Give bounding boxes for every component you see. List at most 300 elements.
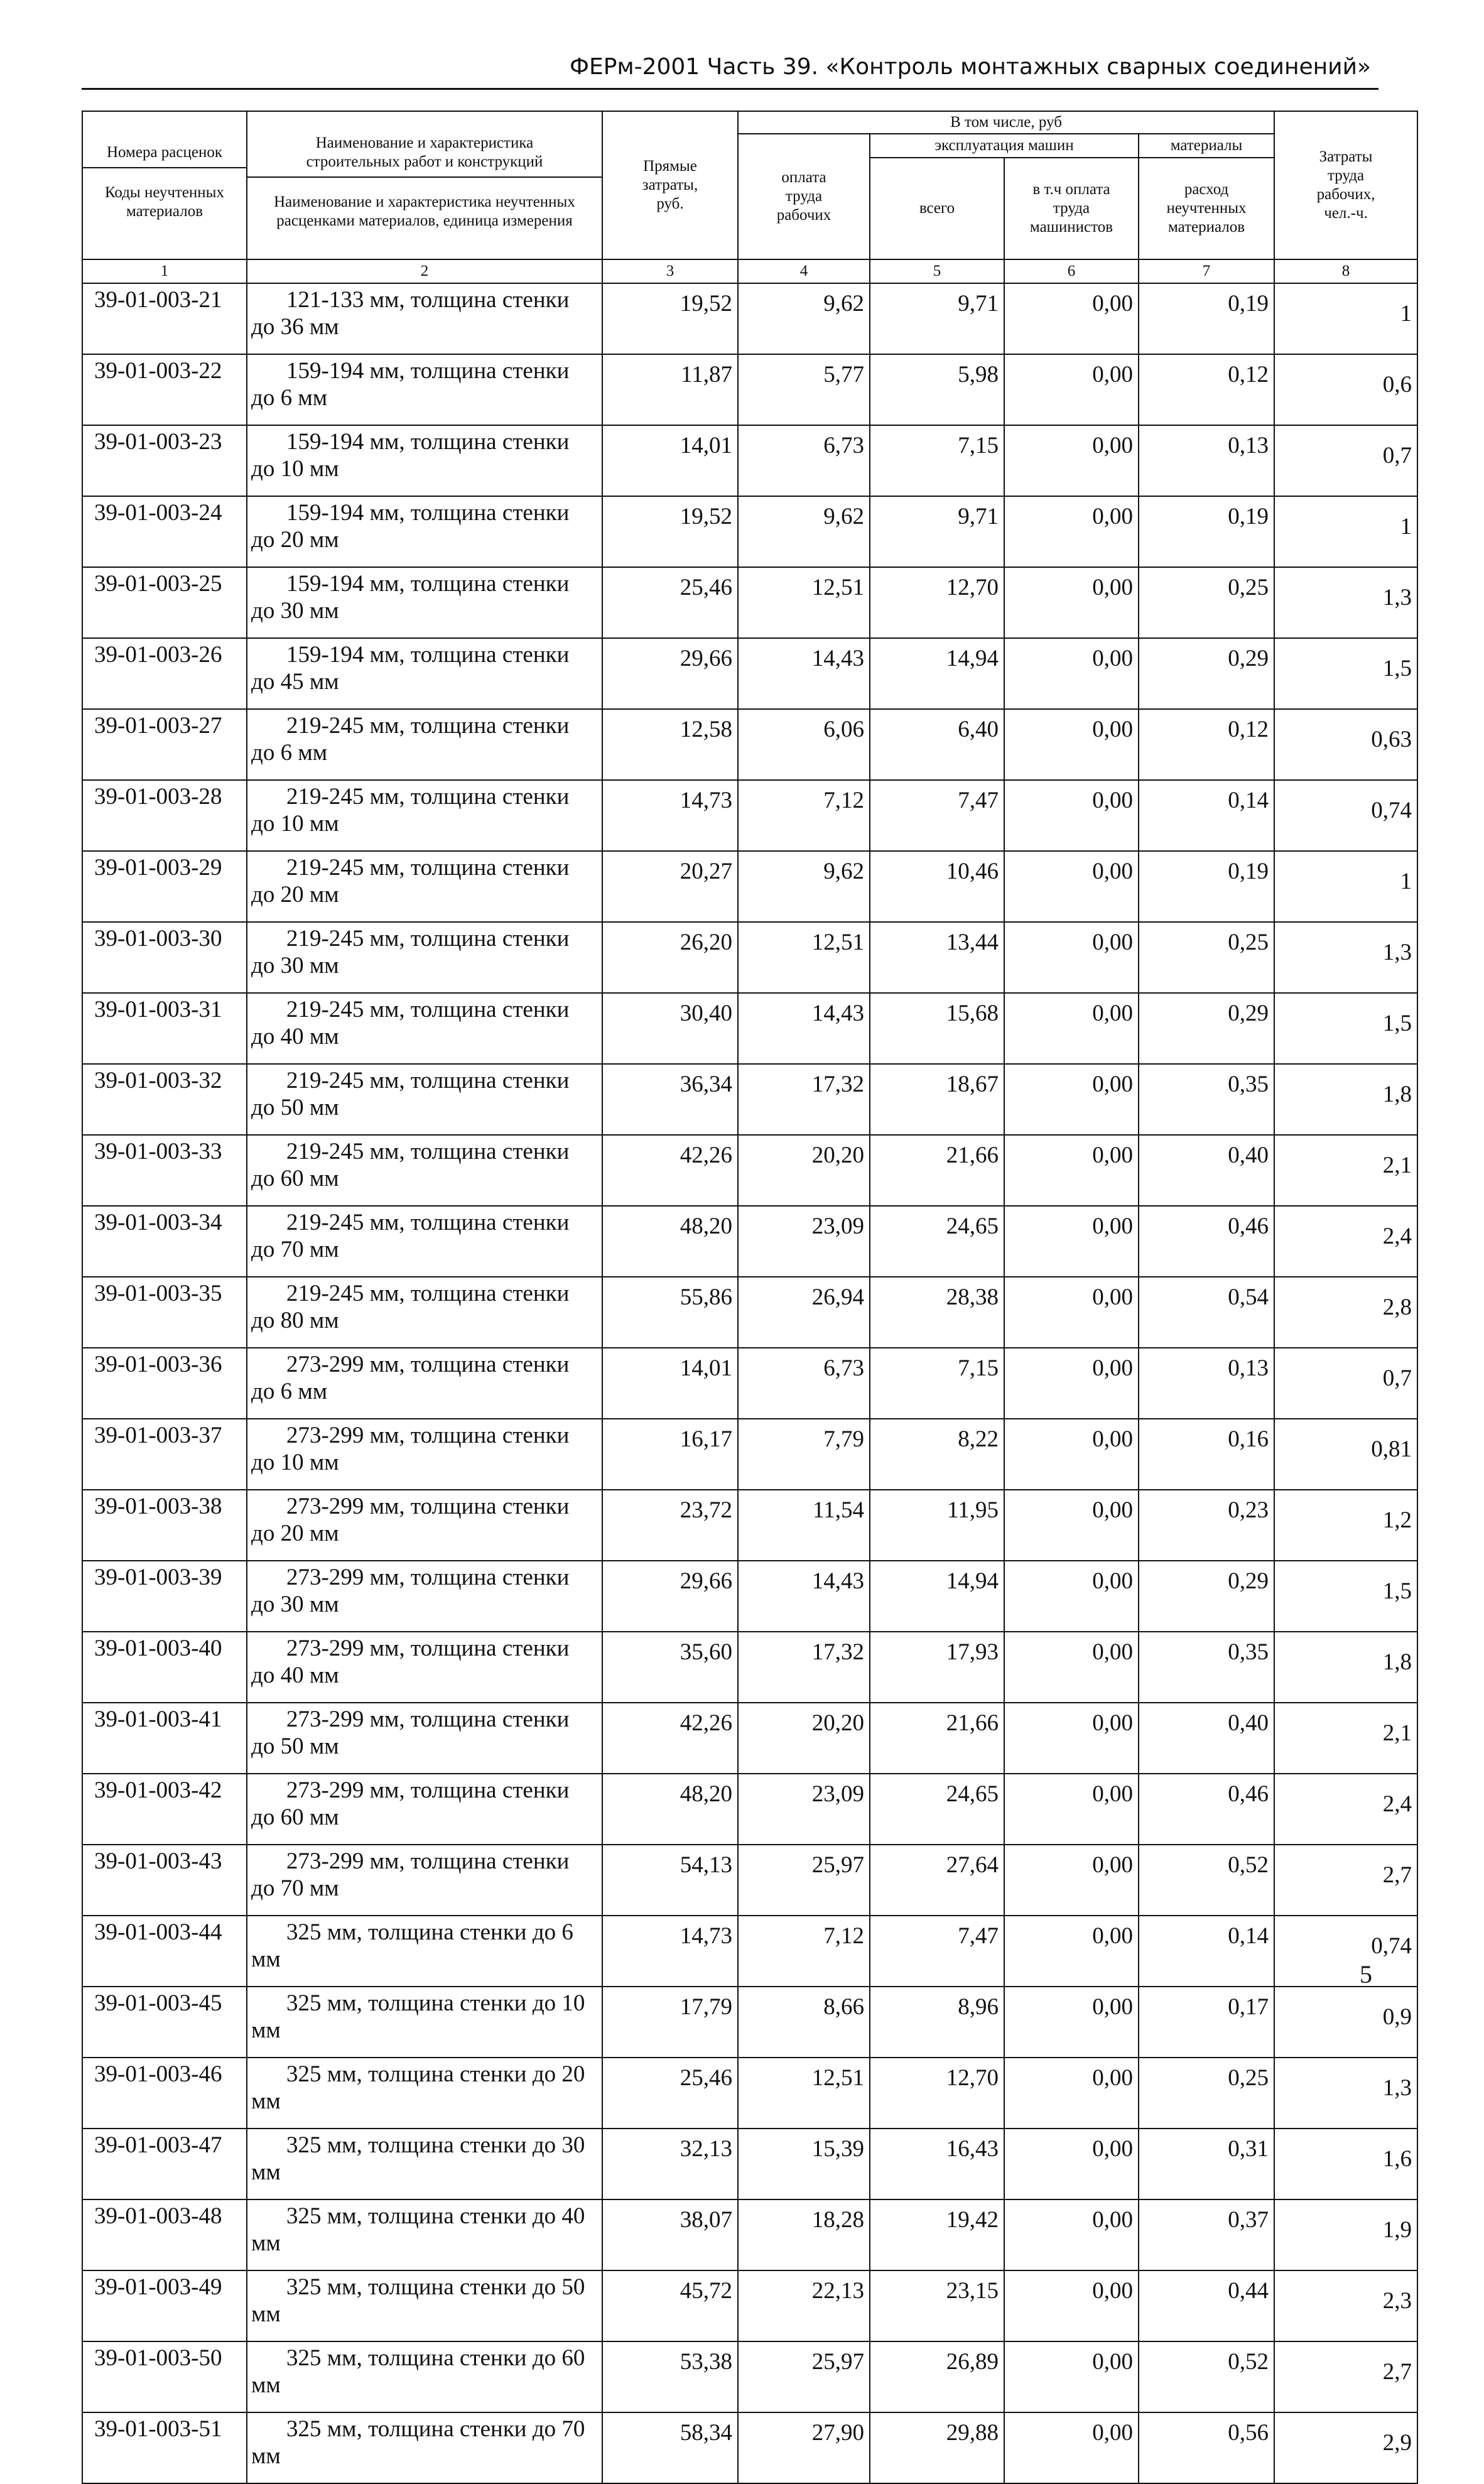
materials-cost: 0,14 bbox=[1139, 1916, 1274, 1987]
machines-total: 23,15 bbox=[870, 2270, 1004, 2341]
rate-code: 39-01-003-24 bbox=[82, 496, 247, 567]
operators-pay: 0,00 bbox=[1004, 354, 1139, 425]
labor-hours: 1,3 bbox=[1274, 922, 1417, 993]
header-material-name: Наименование и характеристика неучтенных расценками материалов, единица измерения bbox=[274, 193, 575, 229]
description-line-1: 273-299 мм, толщина стенки bbox=[286, 1706, 570, 1732]
rate-code: 39-01-003-43 bbox=[82, 1845, 247, 1916]
operators-pay: 0,00 bbox=[1004, 1419, 1139, 1490]
work-description bbox=[247, 2199, 602, 2270]
description-line-2: до 50 мм bbox=[251, 1095, 339, 1120]
labor-pay: 7,12 bbox=[738, 780, 870, 851]
labor-hours: 1,3 bbox=[1274, 2058, 1417, 2129]
labor-pay: 7,12 bbox=[738, 1916, 870, 1987]
labor-pay: 27,90 bbox=[738, 2412, 870, 2483]
operators-pay: 0,00 bbox=[1004, 2058, 1139, 2129]
machines-total: 9,71 bbox=[870, 283, 1004, 354]
labor-hours: 0,6 bbox=[1274, 354, 1417, 425]
table-row bbox=[82, 2129, 1417, 2199]
work-description bbox=[247, 780, 602, 851]
header-col-name bbox=[247, 111, 602, 259]
work-description bbox=[247, 567, 602, 638]
description-line-1: 273-299 мм, толщина стенки bbox=[286, 1635, 570, 1661]
labor-pay: 17,32 bbox=[738, 1064, 870, 1135]
labor-hours: 1 bbox=[1274, 283, 1417, 354]
labor-hours: 2,1 bbox=[1274, 1135, 1417, 1206]
operators-pay: 0,00 bbox=[1004, 1135, 1139, 1206]
materials-cost: 0,40 bbox=[1139, 1703, 1274, 1774]
description-line-1: 219-245 мм, толщина стенки bbox=[286, 784, 570, 810]
operators-pay: 0,00 bbox=[1004, 993, 1139, 1064]
table-row bbox=[82, 2412, 1417, 2483]
rate-code: 39-01-003-42 bbox=[82, 1774, 247, 1845]
work-description bbox=[247, 2341, 602, 2412]
description-line-2: до 30 мм bbox=[251, 953, 339, 979]
header-group-including: В том числе, руб bbox=[738, 111, 1274, 134]
direct-costs: 58,34 bbox=[602, 2412, 738, 2483]
table-row bbox=[82, 780, 1417, 851]
direct-costs: 29,66 bbox=[602, 1561, 738, 1632]
labor-pay: 6,73 bbox=[738, 425, 870, 496]
operators-pay: 0,00 bbox=[1004, 2341, 1139, 2412]
materials-cost: 0,52 bbox=[1139, 1845, 1274, 1916]
description-line-2: до 20 мм bbox=[251, 882, 339, 908]
labor-hours: 0,74 bbox=[1274, 780, 1417, 851]
rate-code: 39-01-003-26 bbox=[82, 638, 247, 709]
direct-costs: 17,79 bbox=[602, 1987, 738, 2058]
description-line-1: 159-194 мм, толщина стенки bbox=[286, 571, 570, 597]
description-line-1: 325 мм, толщина стенки до 20 bbox=[286, 2061, 585, 2087]
operators-pay: 0,00 bbox=[1004, 1348, 1139, 1419]
description-line-2: до 70 мм bbox=[251, 1875, 339, 1901]
direct-costs: 48,20 bbox=[602, 1774, 738, 1845]
header-group-materials: материалы bbox=[1139, 134, 1274, 158]
column-number: 2 bbox=[247, 259, 602, 283]
materials-cost: 0,25 bbox=[1139, 922, 1274, 993]
machines-total: 11,95 bbox=[870, 1490, 1004, 1561]
description-line-2: до 10 мм bbox=[251, 811, 339, 837]
machines-total: 15,68 bbox=[870, 993, 1004, 1064]
direct-costs: 42,26 bbox=[602, 1703, 738, 1774]
operators-pay: 0,00 bbox=[1004, 1277, 1139, 1348]
materials-cost: 0,23 bbox=[1139, 1490, 1274, 1561]
machines-total: 19,42 bbox=[870, 2199, 1004, 2270]
labor-hours: 1,2 bbox=[1274, 1490, 1417, 1561]
table-body bbox=[82, 283, 1417, 2483]
table-row bbox=[82, 993, 1417, 1064]
table-row bbox=[82, 851, 1417, 922]
operators-pay: 0,00 bbox=[1004, 780, 1139, 851]
labor-hours: 0,9 bbox=[1274, 1987, 1417, 2058]
labor-hours: 1 bbox=[1274, 851, 1417, 922]
table-row bbox=[82, 567, 1417, 638]
rate-code: 39-01-003-51 bbox=[82, 2412, 247, 2483]
materials-cost: 0,40 bbox=[1139, 1135, 1274, 1206]
direct-costs: 55,86 bbox=[602, 1277, 738, 1348]
table-row bbox=[82, 283, 1417, 354]
table-row bbox=[82, 1135, 1417, 1206]
operators-pay: 0,00 bbox=[1004, 2199, 1139, 2270]
labor-hours: 2,4 bbox=[1274, 1774, 1417, 1845]
work-description bbox=[247, 496, 602, 567]
rate-code: 39-01-003-49 bbox=[82, 2270, 247, 2341]
table-row bbox=[82, 2058, 1417, 2129]
work-description bbox=[247, 851, 602, 922]
direct-costs: 35,60 bbox=[602, 1632, 738, 1703]
materials-cost: 0,13 bbox=[1139, 425, 1274, 496]
rate-code: 39-01-003-48 bbox=[82, 2199, 247, 2270]
header-col-operators: в т.ч оплата труда машинистов bbox=[1004, 158, 1139, 259]
work-description bbox=[247, 2412, 602, 2483]
page-header-title: ФЕРм-2001 Часть 39. «Контроль монтажных сварных соединений» bbox=[570, 54, 1371, 80]
labor-pay: 17,32 bbox=[738, 1632, 870, 1703]
direct-costs: 14,73 bbox=[602, 1916, 738, 1987]
materials-cost: 0,17 bbox=[1139, 1987, 1274, 2058]
operators-pay: 0,00 bbox=[1004, 1703, 1139, 1774]
header-rate-numbers: Номера расценок bbox=[106, 144, 223, 161]
labor-hours: 1,6 bbox=[1274, 2129, 1417, 2199]
materials-cost: 0,12 bbox=[1139, 709, 1274, 780]
description-line-1: 159-194 мм, толщина стенки bbox=[286, 429, 570, 455]
operators-pay: 0,00 bbox=[1004, 1490, 1139, 1561]
operators-pay: 0,00 bbox=[1004, 709, 1139, 780]
machines-total: 14,94 bbox=[870, 638, 1004, 709]
labor-pay: 20,20 bbox=[738, 1703, 870, 1774]
description-line-2: до 60 мм bbox=[251, 1166, 339, 1191]
description-line-2: мм bbox=[251, 2443, 281, 2469]
work-description bbox=[247, 1987, 602, 2058]
labor-hours: 1,5 bbox=[1274, 1561, 1417, 1632]
labor-hours: 2,9 bbox=[1274, 2412, 1417, 2483]
work-description bbox=[247, 425, 602, 496]
description-line-1: 325 мм, толщина стенки до 40 bbox=[286, 2203, 585, 2229]
labor-hours: 0,7 bbox=[1274, 1348, 1417, 1419]
rate-code: 39-01-003-22 bbox=[82, 354, 247, 425]
operators-pay: 0,00 bbox=[1004, 567, 1139, 638]
labor-hours: 1,5 bbox=[1274, 638, 1417, 709]
description-line-2: до 60 мм bbox=[251, 1804, 339, 1830]
column-number: 6 bbox=[1004, 259, 1139, 283]
rate-code: 39-01-003-41 bbox=[82, 1703, 247, 1774]
rate-code: 39-01-003-32 bbox=[82, 1064, 247, 1135]
direct-costs: 38,07 bbox=[602, 2199, 738, 2270]
description-line-2: до 6 мм bbox=[251, 1379, 328, 1404]
direct-costs: 14,01 bbox=[602, 425, 738, 496]
description-line-2: до 30 мм bbox=[251, 598, 339, 624]
table-row bbox=[82, 638, 1417, 709]
machines-total: 12,70 bbox=[870, 567, 1004, 638]
direct-costs: 20,27 bbox=[602, 851, 738, 922]
header-work-name: Наименование и характеристика строительных работ и конструкций bbox=[306, 134, 543, 170]
work-description bbox=[247, 1703, 602, 1774]
description-line-1: 273-299 мм, толщина стенки bbox=[286, 1352, 570, 1377]
materials-cost: 0,14 bbox=[1139, 780, 1274, 851]
description-line-1: 325 мм, толщина стенки до 30 bbox=[286, 2132, 585, 2158]
labor-hours: 0,81 bbox=[1274, 1419, 1417, 1490]
description-line-1: 159-194 мм, толщина стенки bbox=[286, 642, 570, 668]
rate-code: 39-01-003-21 bbox=[82, 283, 247, 354]
description-line-2: до 36 мм bbox=[251, 314, 339, 340]
operators-pay: 0,00 bbox=[1004, 1774, 1139, 1845]
machines-total: 18,67 bbox=[870, 1064, 1004, 1135]
rate-code: 39-01-003-47 bbox=[82, 2129, 247, 2199]
description-line-1: 219-245 мм, толщина стенки bbox=[286, 926, 570, 952]
header-material-codes: Коды неучтенных материалов bbox=[105, 184, 224, 220]
page-number: 5 bbox=[1360, 1960, 1372, 1988]
work-description bbox=[247, 1561, 602, 1632]
direct-costs: 48,20 bbox=[602, 1206, 738, 1277]
machines-total: 10,46 bbox=[870, 851, 1004, 922]
machines-total: 7,15 bbox=[870, 425, 1004, 496]
labor-pay: 25,97 bbox=[738, 1845, 870, 1916]
machines-total: 28,38 bbox=[870, 1277, 1004, 1348]
rate-code: 39-01-003-31 bbox=[82, 993, 247, 1064]
machines-total: 7,47 bbox=[870, 1916, 1004, 1987]
direct-costs: 29,66 bbox=[602, 638, 738, 709]
labor-pay: 26,94 bbox=[738, 1277, 870, 1348]
column-number: 1 bbox=[82, 259, 247, 283]
rates-table bbox=[82, 111, 1418, 2484]
work-description bbox=[247, 709, 602, 780]
machines-total: 24,65 bbox=[870, 1206, 1004, 1277]
machines-total: 12,70 bbox=[870, 2058, 1004, 2129]
work-description bbox=[247, 2058, 602, 2129]
labor-hours: 2,8 bbox=[1274, 1277, 1417, 1348]
materials-cost: 0,25 bbox=[1139, 567, 1274, 638]
column-number: 8 bbox=[1274, 259, 1417, 283]
table-header bbox=[82, 111, 1417, 283]
labor-hours: 2,4 bbox=[1274, 1206, 1417, 1277]
direct-costs: 32,13 bbox=[602, 2129, 738, 2199]
machines-total: 14,94 bbox=[870, 1561, 1004, 1632]
description-line-2: мм bbox=[251, 2301, 281, 2327]
machines-total: 8,96 bbox=[870, 1987, 1004, 2058]
operators-pay: 0,00 bbox=[1004, 2412, 1139, 2483]
machines-total: 5,98 bbox=[870, 354, 1004, 425]
labor-hours: 1,9 bbox=[1274, 2199, 1417, 2270]
description-line-2: до 10 мм bbox=[251, 456, 339, 482]
rate-code: 39-01-003-23 bbox=[82, 425, 247, 496]
description-line-1: 325 мм, толщина стенки до 10 bbox=[286, 1990, 585, 2016]
materials-cost: 0,52 bbox=[1139, 2341, 1274, 2412]
table-row bbox=[82, 496, 1417, 567]
description-line-1: 273-299 мм, толщина стенки bbox=[286, 1423, 570, 1448]
materials-cost: 0,46 bbox=[1139, 1206, 1274, 1277]
header-col-labor-hours: Затраты труда рабочих, чел.-ч. bbox=[1274, 111, 1417, 259]
rate-code: 39-01-003-28 bbox=[82, 780, 247, 851]
machines-total: 7,15 bbox=[870, 1348, 1004, 1419]
labor-hours: 2,1 bbox=[1274, 1703, 1417, 1774]
machines-total: 21,66 bbox=[870, 1135, 1004, 1206]
labor-pay: 7,79 bbox=[738, 1419, 870, 1490]
header-col-code bbox=[82, 111, 247, 259]
description-line-1: 219-245 мм, толщина стенки bbox=[286, 713, 570, 739]
operators-pay: 0,00 bbox=[1004, 2270, 1139, 2341]
operators-pay: 0,00 bbox=[1004, 2129, 1139, 2199]
labor-pay: 23,09 bbox=[738, 1206, 870, 1277]
description-line-2: до 40 мм bbox=[251, 1662, 339, 1688]
materials-cost: 0,37 bbox=[1139, 2199, 1274, 2270]
description-line-2: до 6 мм bbox=[251, 740, 328, 766]
work-description bbox=[247, 2270, 602, 2341]
materials-cost: 0,19 bbox=[1139, 851, 1274, 922]
table-row bbox=[82, 1703, 1417, 1774]
description-line-1: 159-194 мм, толщина стенки bbox=[286, 358, 570, 384]
description-line-2: мм bbox=[251, 2230, 281, 2256]
table-row bbox=[82, 1845, 1417, 1916]
description-line-2: мм bbox=[251, 2017, 281, 2043]
work-description bbox=[247, 1845, 602, 1916]
description-line-2: мм bbox=[251, 2372, 281, 2398]
labor-pay: 9,62 bbox=[738, 496, 870, 567]
labor-pay: 11,54 bbox=[738, 1490, 870, 1561]
rate-code: 39-01-003-46 bbox=[82, 2058, 247, 2129]
materials-cost: 0,44 bbox=[1139, 2270, 1274, 2341]
machines-total: 24,65 bbox=[870, 1774, 1004, 1845]
operators-pay: 0,00 bbox=[1004, 1561, 1139, 1632]
labor-hours: 1,5 bbox=[1274, 993, 1417, 1064]
work-description bbox=[247, 993, 602, 1064]
rate-code: 39-01-003-44 bbox=[82, 1916, 247, 1987]
header-col-direct: Прямые затраты, руб. bbox=[602, 111, 738, 259]
rate-code: 39-01-003-39 bbox=[82, 1561, 247, 1632]
materials-cost: 0,54 bbox=[1139, 1277, 1274, 1348]
rate-code: 39-01-003-25 bbox=[82, 567, 247, 638]
materials-cost: 0,25 bbox=[1139, 2058, 1274, 2129]
header-col-materials: расход неучтенных материалов bbox=[1139, 158, 1274, 259]
table-row bbox=[82, 2270, 1417, 2341]
column-number: 5 bbox=[870, 259, 1004, 283]
labor-pay: 20,20 bbox=[738, 1135, 870, 1206]
rate-code: 39-01-003-50 bbox=[82, 2341, 247, 2412]
table-row bbox=[82, 709, 1417, 780]
materials-cost: 0,35 bbox=[1139, 1064, 1274, 1135]
work-description bbox=[247, 1632, 602, 1703]
table-row bbox=[82, 1419, 1417, 1490]
description-line-2: до 10 мм bbox=[251, 1450, 339, 1475]
work-description bbox=[247, 2129, 602, 2199]
description-line-1: 325 мм, толщина стенки до 60 bbox=[286, 2345, 585, 2371]
work-description bbox=[247, 1348, 602, 1419]
description-line-1: 159-194 мм, толщина стенки bbox=[286, 500, 570, 526]
operators-pay: 0,00 bbox=[1004, 1206, 1139, 1277]
labor-pay: 23,09 bbox=[738, 1774, 870, 1845]
table-row bbox=[82, 1987, 1417, 2058]
labor-hours: 2,7 bbox=[1274, 1845, 1417, 1916]
labor-hours: 1 bbox=[1274, 496, 1417, 567]
operators-pay: 0,00 bbox=[1004, 1987, 1139, 2058]
table-row bbox=[82, 354, 1417, 425]
labor-pay: 8,66 bbox=[738, 1987, 870, 2058]
description-line-2: мм bbox=[251, 2088, 281, 2114]
rate-code: 39-01-003-35 bbox=[82, 1277, 247, 1348]
description-line-2: мм bbox=[251, 2159, 281, 2185]
description-line-2: мм bbox=[251, 1946, 281, 1972]
machines-total: 13,44 bbox=[870, 922, 1004, 993]
direct-costs: 54,13 bbox=[602, 1845, 738, 1916]
materials-cost: 0,46 bbox=[1139, 1774, 1274, 1845]
description-line-1: 273-299 мм, толщина стенки bbox=[286, 1777, 570, 1803]
direct-costs: 14,73 bbox=[602, 780, 738, 851]
table-row bbox=[82, 1206, 1417, 1277]
description-line-1: 219-245 мм, толщина стенки bbox=[286, 1139, 570, 1164]
labor-pay: 5,77 bbox=[738, 354, 870, 425]
table-row bbox=[82, 425, 1417, 496]
labor-pay: 12,51 bbox=[738, 922, 870, 993]
header-group-machines: эксплуатация машин bbox=[870, 134, 1139, 158]
work-description bbox=[247, 354, 602, 425]
description-line-1: 219-245 мм, толщина стенки bbox=[286, 1068, 570, 1093]
direct-costs: 16,17 bbox=[602, 1419, 738, 1490]
operators-pay: 0,00 bbox=[1004, 425, 1139, 496]
description-line-1: 325 мм, толщина стенки до 70 bbox=[286, 2416, 585, 2442]
direct-costs: 19,52 bbox=[602, 283, 738, 354]
description-line-2: до 30 мм bbox=[251, 1592, 339, 1617]
work-description bbox=[247, 1135, 602, 1206]
table-row bbox=[82, 1064, 1417, 1135]
operators-pay: 0,00 bbox=[1004, 1632, 1139, 1703]
labor-pay: 22,13 bbox=[738, 2270, 870, 2341]
labor-hours: 2,3 bbox=[1274, 2270, 1417, 2341]
machines-total: 16,43 bbox=[870, 2129, 1004, 2199]
description-line-2: до 50 мм bbox=[251, 1733, 339, 1759]
description-line-1: 219-245 мм, толщина стенки bbox=[286, 1210, 570, 1235]
materials-cost: 0,56 bbox=[1139, 2412, 1274, 2483]
direct-costs: 53,38 bbox=[602, 2341, 738, 2412]
rate-code: 39-01-003-30 bbox=[82, 922, 247, 993]
work-description bbox=[247, 1206, 602, 1277]
rate-code: 39-01-003-27 bbox=[82, 709, 247, 780]
materials-cost: 0,19 bbox=[1139, 496, 1274, 567]
operators-pay: 0,00 bbox=[1004, 496, 1139, 567]
labor-pay: 14,43 bbox=[738, 993, 870, 1064]
operators-pay: 0,00 bbox=[1004, 922, 1139, 993]
description-line-2: до 80 мм bbox=[251, 1308, 339, 1333]
labor-pay: 25,97 bbox=[738, 2341, 870, 2412]
description-line-1: 325 мм, толщина стенки до 50 bbox=[286, 2274, 585, 2300]
work-description bbox=[247, 638, 602, 709]
work-description bbox=[247, 1490, 602, 1561]
description-line-1: 219-245 мм, толщина стенки bbox=[286, 997, 570, 1022]
operators-pay: 0,00 bbox=[1004, 638, 1139, 709]
table-row bbox=[82, 2341, 1417, 2412]
labor-hours: 0,7 bbox=[1274, 425, 1417, 496]
description-line-1: 219-245 мм, толщина стенки bbox=[286, 1281, 570, 1306]
description-line-2: до 45 мм bbox=[251, 669, 339, 695]
work-description bbox=[247, 1064, 602, 1135]
rate-code: 39-01-003-40 bbox=[82, 1632, 247, 1703]
machines-total: 6,40 bbox=[870, 709, 1004, 780]
description-line-2: до 70 мм bbox=[251, 1237, 339, 1262]
labor-hours: 1,8 bbox=[1274, 1632, 1417, 1703]
labor-hours: 1,3 bbox=[1274, 567, 1417, 638]
labor-pay: 14,43 bbox=[738, 638, 870, 709]
column-number: 7 bbox=[1139, 259, 1274, 283]
labor-pay: 9,62 bbox=[738, 851, 870, 922]
direct-costs: 14,01 bbox=[602, 1348, 738, 1419]
direct-costs: 45,72 bbox=[602, 2270, 738, 2341]
direct-costs: 25,46 bbox=[602, 567, 738, 638]
machines-total: 17,93 bbox=[870, 1632, 1004, 1703]
table-row bbox=[82, 922, 1417, 993]
column-number: 3 bbox=[602, 259, 738, 283]
labor-pay: 9,62 bbox=[738, 283, 870, 354]
machines-total: 26,89 bbox=[870, 2341, 1004, 2412]
materials-cost: 0,31 bbox=[1139, 2129, 1274, 2199]
table-row bbox=[82, 1490, 1417, 1561]
rate-code: 39-01-003-38 bbox=[82, 1490, 247, 1561]
labor-hours: 1,8 bbox=[1274, 1064, 1417, 1135]
description-line-2: до 20 мм bbox=[251, 1521, 339, 1546]
